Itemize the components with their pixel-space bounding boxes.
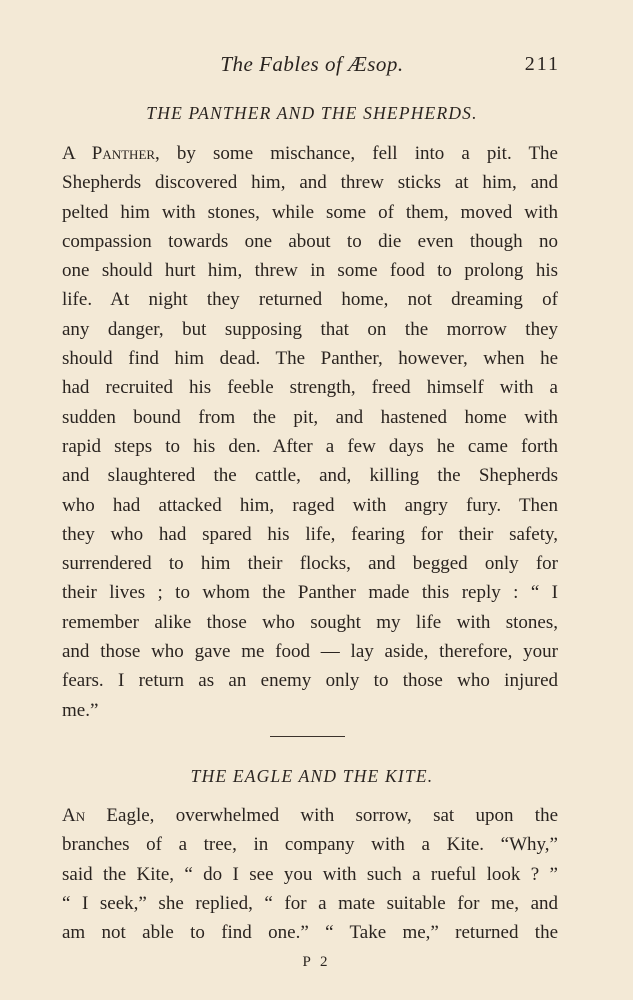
signature-mark: P 2 xyxy=(302,954,331,970)
text-line: remember alike those who sought my life with stones, xyxy=(62,611,558,633)
text-line: compassion towards one about to die even though no xyxy=(62,230,558,252)
running-title: The Fables of Æsop. xyxy=(220,52,404,76)
text-line: had recruited his feeble strength, freed himself with a xyxy=(62,377,558,399)
page-number: 211 xyxy=(524,53,560,75)
running-head xyxy=(62,52,562,82)
text-line: and those who gave me food — lay aside, therefore, your xyxy=(62,641,558,663)
text-line: their lives ; to whom the Panther made this reply : “ I xyxy=(62,582,558,604)
text-line: “ I seek,” she replied, “ for a mate suitable for me, and xyxy=(62,892,558,914)
opening-word: A Panther, xyxy=(62,143,160,164)
text-line: me.” xyxy=(62,699,99,721)
text-line: life. At night they returned home, not dreaming of xyxy=(62,289,558,311)
text-line: Shepherds discovered him, and threw sticks at him, and xyxy=(62,172,558,194)
fable-title-eagle: THE EAGLE AND THE KITE. xyxy=(190,766,434,786)
text-line: am not able to find one.” “ Take me,” returned the xyxy=(62,922,558,944)
text-line: A Panther, by some mischance, fell into a pit. The xyxy=(62,143,558,164)
text-line: said the Kite, “ do I see you with such a rueful look ? ” xyxy=(62,863,558,885)
text-line: and slaughtered the cattle, and, killing the Shepherds xyxy=(62,465,558,487)
text-line: An Eagle, overwhelmed with sorrow, sat upon the xyxy=(62,805,559,826)
opening-word: An xyxy=(62,805,86,826)
text-line: pelted him with stones, while some of them, moved with xyxy=(62,201,558,223)
text-line: any danger, but supposing that on the morrow they xyxy=(62,318,558,340)
text-line: should find him dead. The Panther, however, when he xyxy=(62,348,558,370)
section-divider xyxy=(270,736,345,737)
fable-body-panther xyxy=(62,139,558,725)
text-line: fears. I return as an enemy only to those who injured xyxy=(62,670,558,692)
text-line: rapid steps to his den. After a few days he came forth xyxy=(62,435,558,457)
text-line: one should hurt him, threw in some food to prolong his xyxy=(62,260,558,282)
fable-body-eagle xyxy=(62,801,558,947)
text-line: they who had spared his life, fearing for their safety, xyxy=(62,523,558,545)
text-line: branches of a tree, in company with a Kite. “Why,” xyxy=(62,834,558,856)
text-line: surrendered to him their flocks, and begged only for xyxy=(62,553,558,575)
text-line: who had attacked him, raged with angry fury. Then xyxy=(62,494,558,516)
text-line: sudden bound from the pit, and hastened home with xyxy=(62,406,558,428)
fable-title-panther: THE PANTHER AND THE SHEPHERDS. xyxy=(146,103,478,123)
